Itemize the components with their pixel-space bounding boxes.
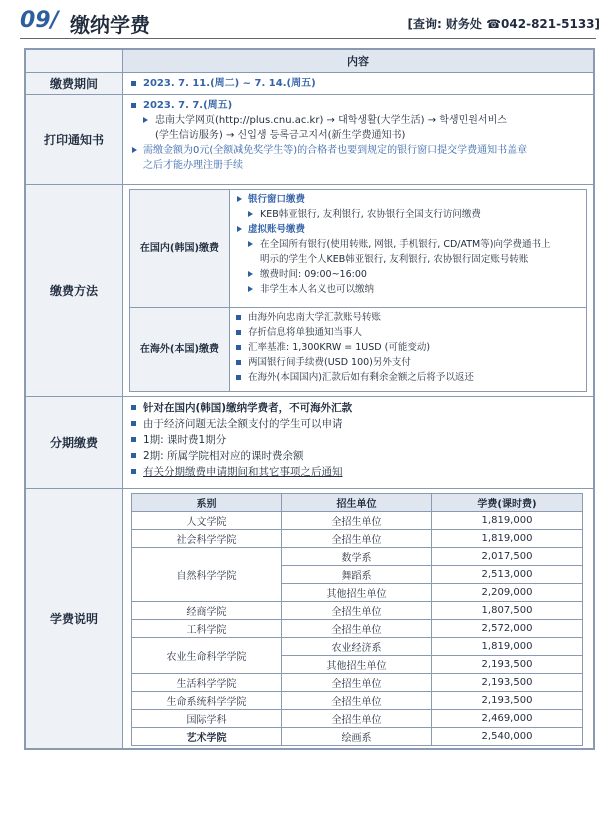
print-note-line2: 之后才能办理注册手续 [143, 160, 243, 171]
fee-amount: 2,469,000 [432, 710, 583, 728]
fee-unit: 全招生单位 [282, 710, 432, 728]
bullet-icon [236, 345, 241, 350]
table-row [132, 638, 583, 656]
overseas-item: 存折信息将单独通知当事人 [248, 327, 363, 338]
fee-dept: 人文学院 [132, 512, 282, 530]
bullet-icon [131, 405, 136, 410]
table-row [132, 602, 583, 620]
fee-unit: 舞蹈系 [282, 566, 432, 584]
fee-amount: 2,193,500 [432, 656, 583, 674]
fee-amount: 2,513,000 [432, 566, 583, 584]
table-row [132, 674, 583, 692]
fee-amount: 2,193,500 [432, 674, 583, 692]
period-text: 2023. 7. 11.(周二) ~ 7. 14.(周五) [143, 78, 316, 89]
bullet-icon [236, 330, 241, 335]
installment-item: 有关分期缴费申请期间和其它事项之后通知 [143, 466, 343, 478]
page-header [0, 0, 616, 44]
bullet-icon [236, 315, 241, 320]
page-title: 缴纳学费 [70, 13, 150, 37]
bullet-icon [131, 421, 136, 426]
hours-text: 缴费时间: 09:00~16:00 [260, 269, 367, 280]
fee-dept: 社会科学学院 [132, 530, 282, 548]
arrow-icon [132, 147, 137, 153]
arrow-icon [248, 241, 253, 247]
bullet-icon [131, 437, 136, 442]
fee-dept: 生命系统科学学院 [132, 692, 282, 710]
bullet-icon [131, 103, 136, 108]
print-path-line1: 忠南大学网页(http://plus.cnu.ac.kr) → 대학생활(大学生活) → 학생민원서비스 [155, 115, 507, 126]
overseas-item: 在海外(本国国内)汇款后如有剩余金额之后将予以返还 [248, 372, 474, 383]
fee-amount: 2,017,500 [432, 548, 583, 566]
method-label: 缴费方法 [26, 185, 123, 397]
section-number: 09/ [20, 8, 59, 33]
fee-unit: 全招生单位 [282, 620, 432, 638]
fee-unit: 数学系 [282, 548, 432, 566]
fee-unit: 其他招生单位 [282, 656, 432, 674]
fee-amount: 1,807,500 [432, 602, 583, 620]
fee-unit: 农业经济系 [282, 638, 432, 656]
bullet-icon [131, 469, 136, 474]
arrow-icon [237, 196, 242, 202]
fee-dept: 农业生命科学学院 [132, 638, 282, 674]
fee-amount: 2,540,000 [432, 728, 583, 746]
fee-unit: 全招生单位 [282, 512, 432, 530]
fee-dept: 经商学院 [132, 602, 282, 620]
domestic-label: 在国内(韩国)缴费 [130, 190, 230, 308]
overseas-label: 在海外(本国)缴费 [130, 308, 230, 392]
counter-title: 银行窗口缴费 [248, 194, 306, 205]
fee-dept: 国际学科 [132, 710, 282, 728]
overseas-item: 汇率基准: 1,300KRW = 1USD (可能变动) [248, 342, 431, 353]
fee-dept: 生活科学学院 [132, 674, 282, 692]
table-row [132, 692, 583, 710]
installment-item: 1期: 课时费1期分 [143, 434, 227, 446]
arrow-icon [248, 271, 253, 277]
print-date: 2023. 7. 7.(周五) [143, 100, 233, 111]
fee-col-unit: 招生单位 [282, 494, 432, 512]
print-label: 打印通知书 [26, 95, 123, 185]
fee-amount: 1,819,000 [432, 638, 583, 656]
arrow-icon [248, 286, 253, 292]
installment-label: 分期缴费 [26, 397, 123, 489]
fee-unit: 绘画系 [282, 728, 432, 746]
virtual-title: 虚拟账号缴费 [248, 224, 306, 235]
method-table [129, 189, 587, 392]
fee-dept: 艺术学院 [132, 728, 282, 746]
fee-dept: 工科学院 [132, 620, 282, 638]
bullet-icon [131, 453, 136, 458]
bullet-icon [131, 81, 136, 86]
fee-unit: 全招生单位 [282, 602, 432, 620]
fee-amount: 2,209,000 [432, 584, 583, 602]
installment-item: 2期: 所属学院相对应的课时费余额 [143, 450, 304, 462]
bullet-icon [236, 375, 241, 380]
table-row [132, 548, 583, 566]
fee-amount: 2,572,000 [432, 620, 583, 638]
table-row [132, 710, 583, 728]
fee-unit: 全招生单位 [282, 692, 432, 710]
fee-amount: 1,819,000 [432, 530, 583, 548]
table-row [132, 728, 583, 746]
period-label: 缴费期间 [26, 73, 123, 95]
fee-col-fee: 学费(课时费) [432, 494, 583, 512]
fee-amount: 1,819,000 [432, 512, 583, 530]
virtual-text-line2: 明示的学生个人KEB韩亚银行, 友利银行, 农协银行固定账号转账 [260, 254, 529, 265]
table-row [132, 512, 583, 530]
fee-unit: 全招生单位 [282, 530, 432, 548]
table-row [132, 530, 583, 548]
print-note-line1: 需缴金额为0元(全额减免奖学生等)的合格者也要到规定的银行窗口提交学费通知书盖章 [143, 145, 528, 156]
virtual-text-line1: 在全国所有银行(使用转账, 网银, 手机银行, CD/ATM等)向学费通书上 [260, 239, 551, 250]
main-table [24, 48, 595, 750]
counter-text: KEB韩亚银行, 友利银行, 农协银行全国支行访问缴费 [260, 209, 481, 220]
fee-col-dept: 系别 [132, 494, 282, 512]
overseas-item: 两国银行间手续费(USD 100)另外支付 [248, 357, 411, 368]
contact-info: [查询: 财务处 ☎042-821-5133] [407, 17, 600, 31]
proxy-text: 非学生本人名义也可以缴纳 [260, 284, 375, 295]
fee-table [131, 493, 583, 746]
bullet-icon [236, 360, 241, 365]
table-row [132, 620, 583, 638]
arrow-icon [237, 226, 242, 232]
print-path-line2: (学生信访服务) → 신입생 등록금고지서(新生学费通知书) [155, 130, 406, 141]
arrow-icon [143, 117, 148, 123]
header-divider [20, 38, 596, 39]
content-header: 内容 [123, 50, 594, 73]
fee-unit: 其他招生单位 [282, 584, 432, 602]
fee-dept: 自然科学学院 [132, 548, 282, 602]
installment-item: 针对在国内(韩国)缴纳学费者，不可海外汇款 [143, 402, 353, 414]
fee-unit: 全招生单位 [282, 674, 432, 692]
overseas-item: 由海外向忠南大学汇款账号转账 [248, 312, 382, 323]
installment-item: 由于经济问题无法全额支付的学生可以申请 [143, 418, 343, 430]
arrow-icon [248, 211, 253, 217]
fee-amount: 2,193,500 [432, 692, 583, 710]
fees-label: 学费说明 [26, 489, 123, 749]
